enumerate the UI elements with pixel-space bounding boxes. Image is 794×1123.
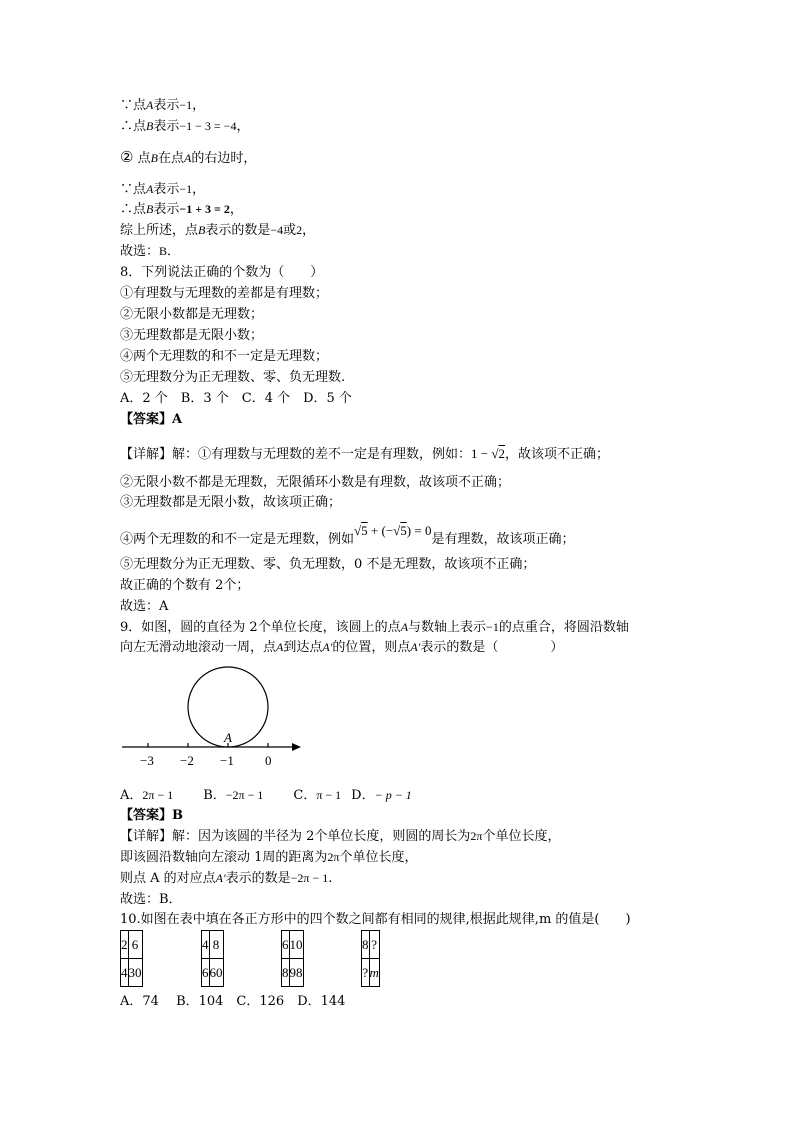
text: ，: [192, 182, 206, 197]
text: 表示的数是: [225, 871, 291, 886]
text: 则点 A 的对应点: [120, 871, 216, 886]
text: 表示的数是: [205, 223, 271, 238]
var-a: A: [276, 640, 284, 654]
q9-choices: [120, 787, 412, 804]
var-a: A: [183, 151, 192, 165]
cell: 60: [209, 959, 223, 987]
q9-detail-2: [120, 849, 417, 866]
q8-option-1: ①有理数与无理数的差都是有理数；: [120, 286, 329, 301]
axis-arrow-icon: [292, 743, 301, 751]
line-since-a-2: [120, 181, 205, 198]
var-a: A: [400, 620, 409, 634]
text: ，故该项不正确；: [504, 447, 609, 462]
value: −1: [486, 620, 499, 634]
var-a-prime: A′: [410, 640, 421, 654]
text: 的右边时，: [191, 151, 257, 166]
square-1: [120, 930, 143, 987]
text: 综上所述，点: [120, 223, 199, 238]
text: ∴点: [120, 119, 147, 134]
q8-option-5: ⑤无理数分为正无理数、零、负无理数.: [120, 370, 346, 385]
value: 2π: [327, 850, 340, 864]
text: 到达点: [283, 640, 323, 655]
text: 向左无滑动地滚动一周，点: [120, 640, 277, 655]
var-a-prime: A′: [322, 640, 333, 654]
choice-value: −2π − 1: [225, 788, 264, 802]
text: 表示: [153, 119, 180, 134]
value: −4: [270, 223, 284, 237]
value: 2π: [470, 829, 483, 843]
cell: 30: [128, 959, 142, 987]
q9-stem-line-1: [120, 619, 629, 636]
q10-choices: A．74 B．104 C．126 D．144: [120, 994, 346, 1009]
text: 的点重合，将圆沿数轴: [498, 620, 629, 635]
text: 表示: [153, 202, 180, 217]
value: 2: [296, 223, 303, 237]
choice-letter: B．: [203, 788, 226, 803]
q8-detail-1: [120, 445, 609, 463]
tick-label: −3: [140, 753, 154, 768]
square-4: [361, 930, 380, 987]
q9-detail-1: [120, 828, 560, 845]
cell: 8: [209, 931, 223, 959]
radicand: 5: [361, 523, 368, 538]
line-case-two: [120, 149, 256, 167]
text: 个单位长度，: [339, 850, 418, 865]
text: 个单位长度，: [482, 829, 561, 844]
q8-detail-2: ②无限小数不都是无理数，无限循环小数是有理数，故该项不正确；: [120, 475, 511, 490]
q8-detail-4: [120, 523, 575, 548]
text: ∴点: [120, 202, 147, 217]
choice-value: 2π − 1: [142, 788, 174, 802]
var-a: A: [146, 182, 154, 196]
tick-label: 0: [265, 753, 272, 768]
text: .: [328, 871, 333, 886]
tick-label: −2: [180, 753, 194, 768]
radicand: 2: [498, 446, 505, 461]
text: 表示: [153, 98, 180, 113]
text: 或: [283, 223, 297, 238]
text: 在点: [157, 151, 184, 166]
circled-two: ②: [120, 148, 134, 166]
text: 点: [137, 151, 151, 166]
text: ，: [229, 202, 243, 217]
choice-value: π − 1: [316, 788, 342, 802]
choice-letter: C．: [293, 788, 317, 803]
radicand: 5: [400, 523, 407, 538]
text: ，: [302, 223, 316, 238]
operator: ) = 0: [406, 523, 432, 538]
q8-count: 故正确的个数有 2个；: [120, 578, 250, 593]
q8-choices: A．2 个 B．3 个 C．4 个 D．5 个: [120, 391, 352, 406]
cell: 6: [282, 931, 290, 959]
cell: ?: [369, 931, 379, 959]
cell: 10: [289, 931, 303, 959]
q9-stem-line-2: [120, 639, 563, 656]
expression: −1 − 3 = −4: [179, 119, 237, 133]
cell: 4: [121, 959, 129, 987]
text: 即该圆沿数轴向左滚动 1周的距离为: [120, 850, 328, 865]
cell: 4: [202, 931, 210, 959]
text: 故选：: [120, 244, 160, 259]
line-summary: [120, 222, 315, 239]
expression: √5 + (−√5) = 0: [354, 523, 432, 538]
q8-option-3: ③无理数都是无限小数；: [120, 328, 264, 343]
q8-pick: 故选：A: [120, 599, 169, 614]
value: −2π − 1: [290, 871, 329, 885]
q9-pick: 故选：B．: [120, 892, 182, 907]
q9-answer: 【答案】B: [120, 808, 183, 823]
q8-option-2: ②无限小数都是无理数；: [120, 307, 264, 322]
tick-label: −1: [220, 753, 234, 768]
text: 【详解】解：因为该圆的半径为 2个单位长度，则圆的周长为: [120, 829, 471, 844]
cell: 8: [362, 931, 370, 959]
text: 表示: [153, 182, 180, 197]
text: ．: [167, 244, 181, 259]
q9-detail-3: [120, 870, 332, 887]
value: −1: [179, 182, 193, 196]
text: 表示的数是（ ）: [420, 640, 564, 655]
text: ④两个无理数的和不一定是无理数，例如: [120, 532, 355, 547]
answer: B: [159, 244, 168, 258]
number-line-figure: [118, 665, 308, 770]
var-b: B: [198, 223, 206, 237]
operator: + (−√: [367, 523, 401, 538]
var-a-prime: A′: [215, 871, 226, 885]
text: 9．如图，圆的直径为 2个单位长度，该圆上的点: [120, 620, 401, 635]
line-since-a: [120, 97, 205, 114]
cell: 8: [282, 959, 290, 987]
square-2: [201, 930, 224, 987]
cell: ?: [362, 959, 370, 987]
line-therefore-b: [120, 118, 249, 135]
var-a: A: [146, 98, 154, 112]
cell: m: [369, 959, 379, 987]
cell: 6: [202, 959, 210, 987]
cell: 6: [128, 931, 142, 959]
cell: 2: [121, 931, 129, 959]
choice-letter: A．: [120, 788, 143, 803]
text: 与数轴上表示: [408, 620, 487, 635]
var-b: B: [146, 202, 154, 216]
var-b: B: [150, 151, 158, 165]
text: ，: [236, 119, 250, 134]
cell: 98: [289, 959, 303, 987]
text: 的位置，则点: [332, 640, 411, 655]
line-therefore-b-2: [120, 201, 243, 218]
q8-detail-3: ③无理数都是无限小数，故该项正确；: [120, 495, 342, 510]
text: 【详解】解：①有理数与无理数的差不一定是有理数，例如：: [120, 447, 472, 462]
q8-detail-5: ⑤无理数分为正无理数、零、负无理数，0 不是无理数，故该项不正确；: [120, 557, 536, 572]
text: 是有理数，故该项正确；: [431, 532, 575, 547]
choice-value: − p − 1: [374, 788, 412, 802]
expression: −1 + 3 = 2: [179, 202, 230, 216]
expression: 1 − √: [471, 446, 499, 461]
value: −1: [179, 98, 193, 112]
q8-stem: 8．下列说法正确的个数为（ ）: [120, 265, 324, 280]
var-b: B: [146, 119, 154, 133]
text: ∵点: [120, 98, 147, 113]
q10-stem: 10.如图在表中填在各正方形中的四个数之间都有相同的规律,根据此规律,m 的值是( ): [120, 912, 631, 927]
q8-option-4: ④两个无理数的和不一定是无理数；: [120, 349, 329, 364]
text: ，: [192, 98, 206, 113]
line-choose-b: [120, 243, 180, 260]
square-3: [281, 930, 304, 987]
point-a-label: A: [224, 730, 232, 745]
choice-letter: D．: [351, 788, 375, 803]
text: ∵点: [120, 182, 147, 197]
q8-answer: 【答案】A: [120, 412, 183, 427]
